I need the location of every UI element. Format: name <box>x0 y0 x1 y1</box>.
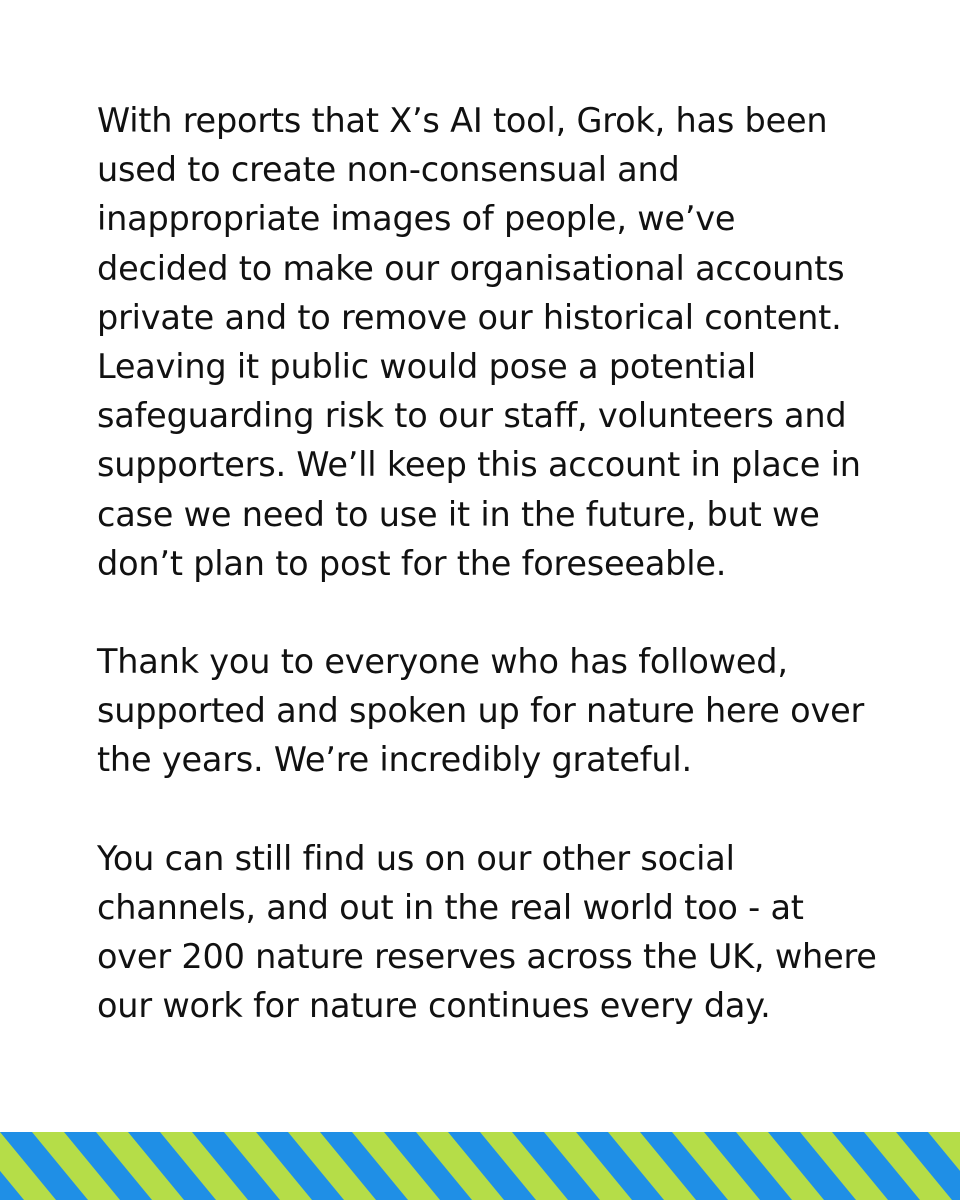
text-line: Leaving it public would pose a potential <box>97 346 757 386</box>
paragraph-1 <box>97 96 897 588</box>
stripe-pattern <box>0 1132 960 1200</box>
text-line: over 200 nature reserves across the UK, where <box>97 937 877 977</box>
statement-text <box>97 96 897 1031</box>
paragraph-3 <box>97 834 897 1031</box>
text-line: don’t plan to post for the foreseeable. <box>97 543 727 583</box>
text-line: private and to remove our historical content. <box>97 297 842 337</box>
text-line: used to create non-consensual and <box>97 150 680 190</box>
paragraph-2 <box>97 637 897 785</box>
stripe-fill <box>0 1132 960 1200</box>
text-line: Thank you to everyone who has followed, <box>97 642 788 682</box>
text-line: With reports that X’s AI tool, Grok, has been <box>97 101 828 140</box>
text-line: You can still find us on our other social <box>97 838 735 878</box>
text-line: inappropriate images of people, we’ve <box>97 199 736 239</box>
text-line: supporters. We’ll keep this account in place in <box>97 445 861 485</box>
text-line: channels, and out in the real world too - at <box>97 888 804 927</box>
text-line: decided to make our organisational accounts <box>97 248 845 288</box>
text-line: safeguarding risk to our staff, volunteers and <box>97 396 847 436</box>
text-line: our work for nature continues every day. <box>97 986 771 1026</box>
diagonal-stripe-band <box>0 1132 960 1200</box>
text-line: supported and spoken up for nature here over <box>97 691 865 731</box>
paragraph-spacer <box>97 588 897 637</box>
text-line: the years. We’re incredibly grateful. <box>97 740 692 780</box>
paragraph-spacer <box>97 785 897 834</box>
text-line: case we need to use it in the future, but we <box>97 494 820 534</box>
